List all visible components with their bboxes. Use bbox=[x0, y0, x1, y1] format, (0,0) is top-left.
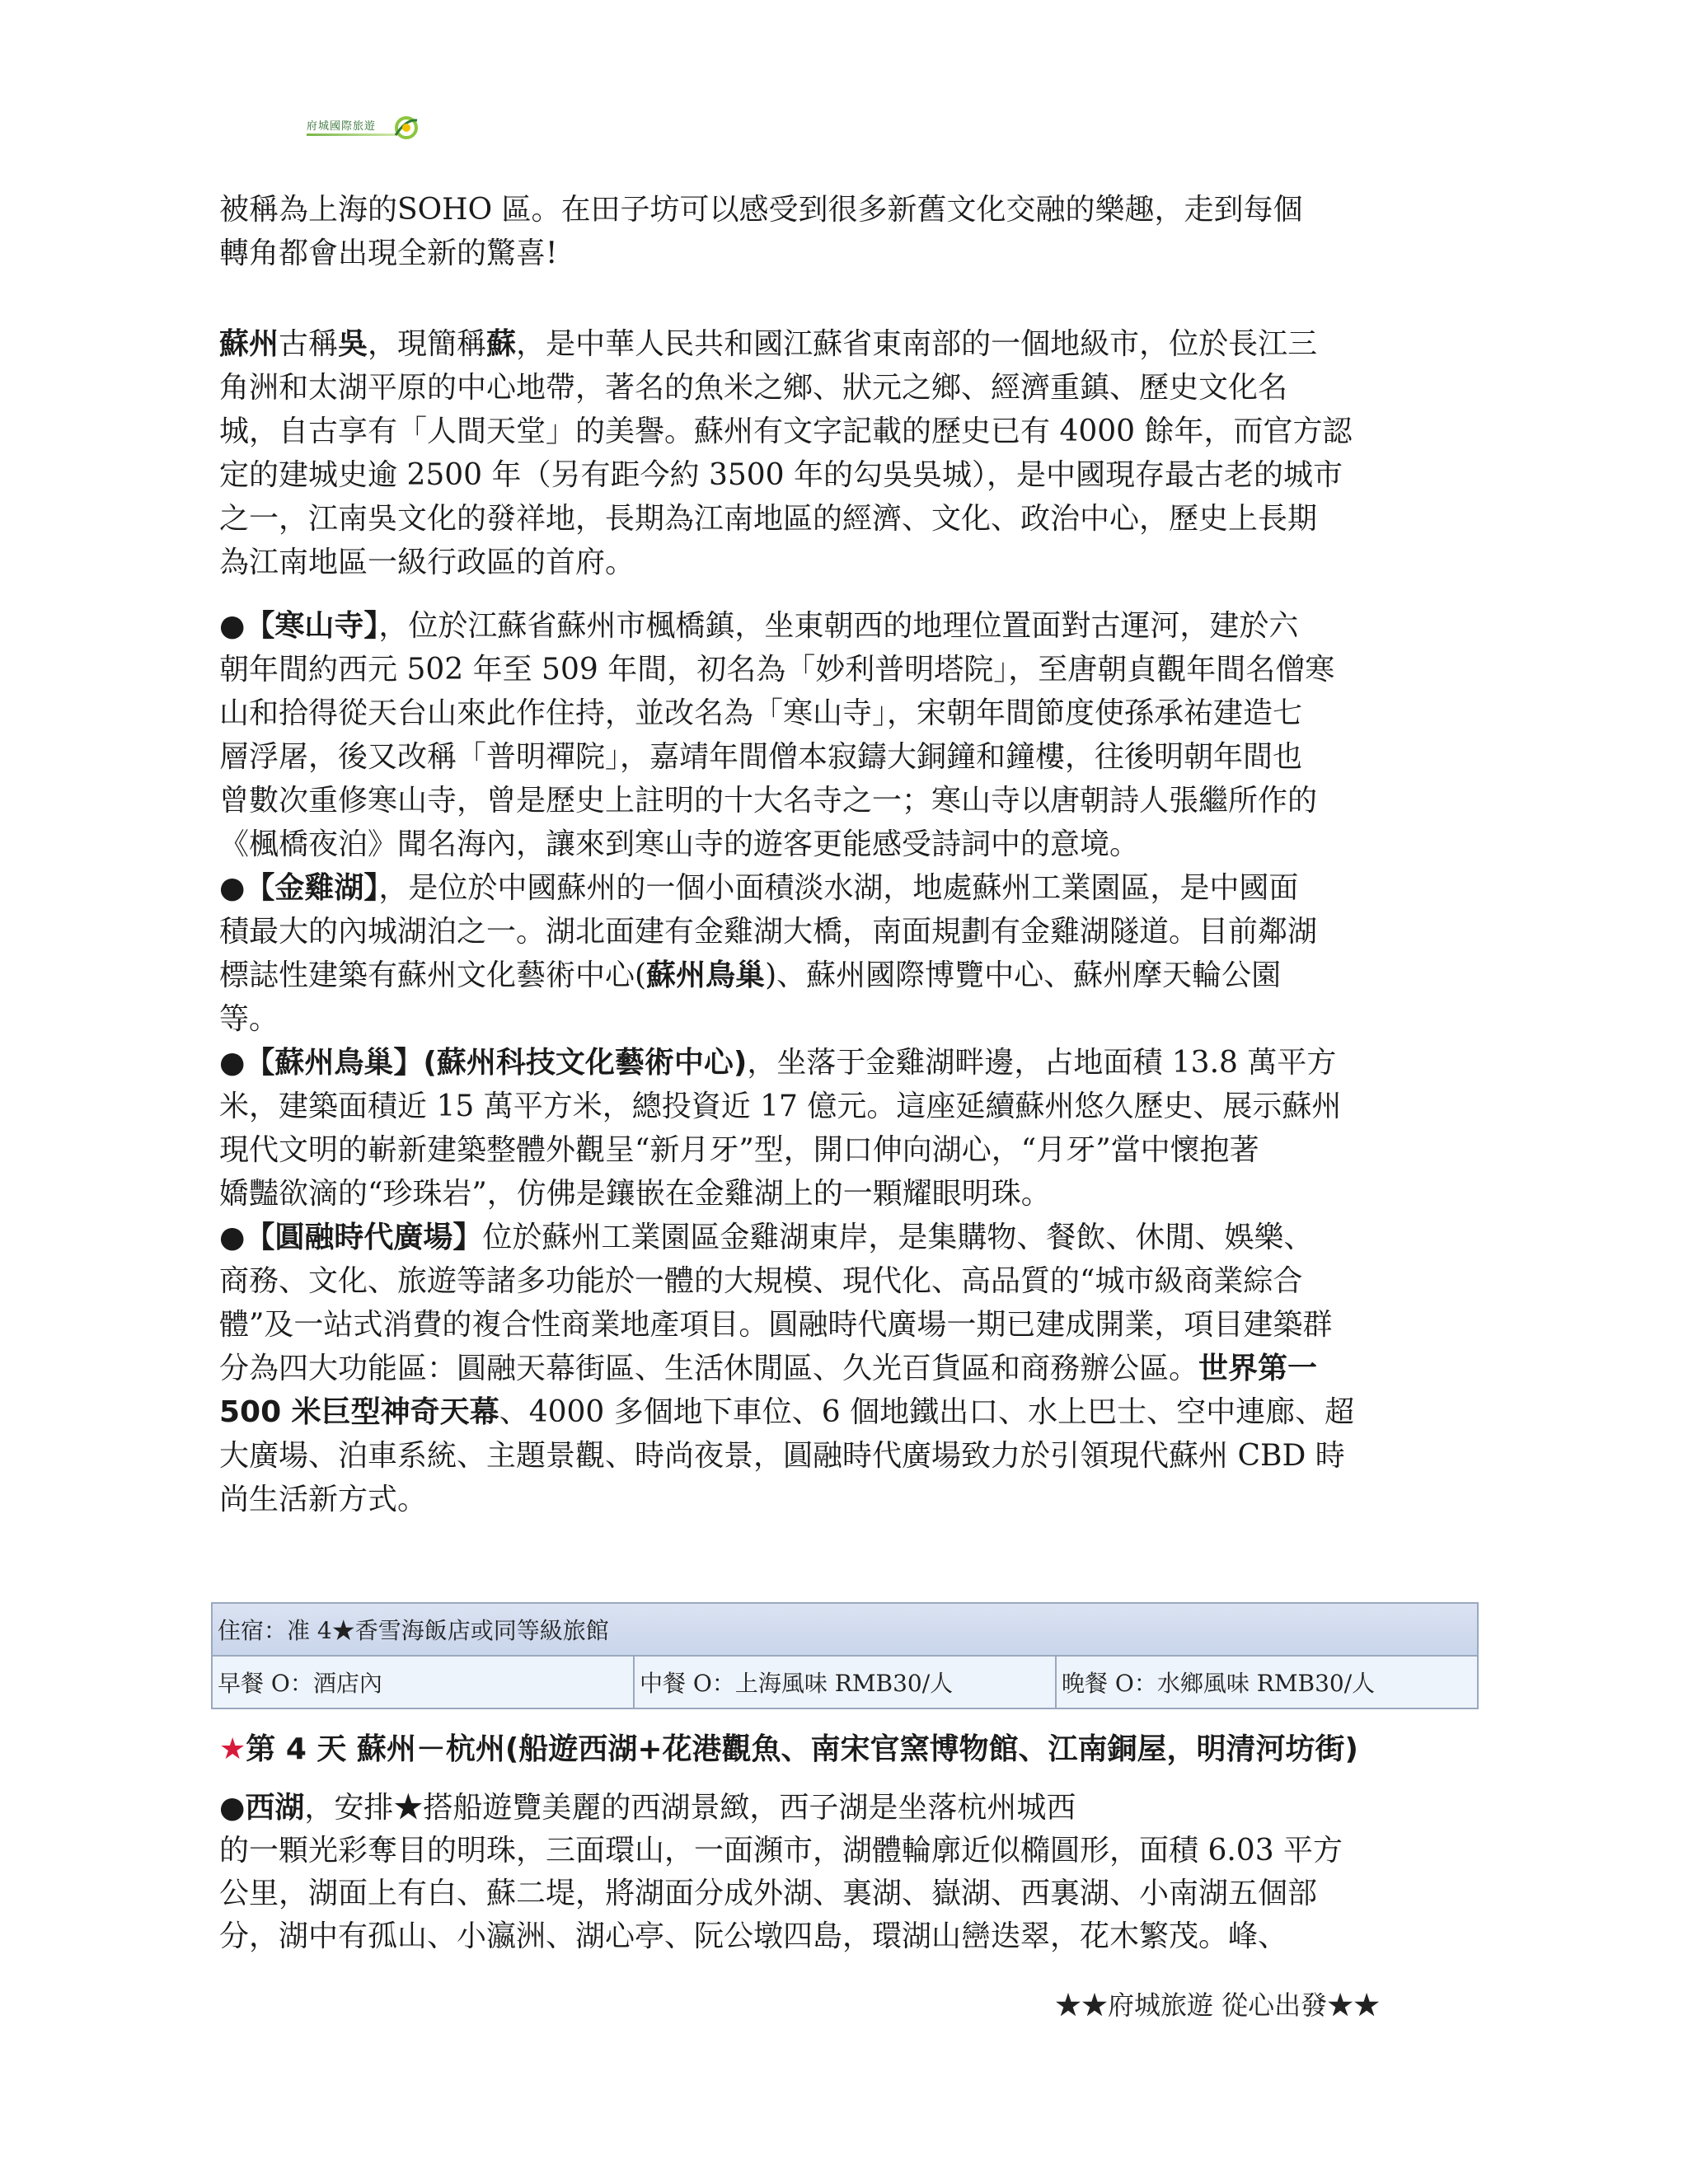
logo-text: 府城國際旅遊 bbox=[307, 120, 377, 133]
niaochao-paragraph: ●【蘇州鳥巢】(蘇州科技文化藝術中心)，坐落于金雞湖畔邊，占地面積 13.8 萬平方 bbox=[219, 1046, 1337, 1080]
jinji-paragraph: ●【金雞湖】，是位於中國蘇州的一個小面積淡水湖，地處蘇州工業園區，是中國面 bbox=[219, 871, 1299, 905]
hanshan-line: 層浮屠，後又改稱「普明禪院」，嘉靖年間僧本寂鑄大銅鐘和鐘樓，往後明朝年間也 bbox=[219, 740, 1303, 774]
lodging-meals-table bbox=[211, 1602, 1479, 1709]
yuanrong-paragraph: ●【圓融時代廣場】位於蘇州工業園區金雞湖東岸，是集購物、餐飲、休閒、娛樂、 bbox=[219, 1221, 1314, 1254]
niaochao-line: 嬌豔欲滴的“珍珠岩”，仿佛是鑲嵌在金雞湖上的一顆耀眼明珠。 bbox=[219, 1177, 1051, 1211]
hanshan-line: 山和拾得從天台山來此作住持，並改名為「寒山寺」，宋朝年間節度使孫承祐建造七 bbox=[219, 696, 1303, 730]
jinji-line: 等。 bbox=[219, 1002, 279, 1036]
lunch-cell: 中餐 O：上海風味 RMB30/人 bbox=[635, 1657, 1057, 1708]
jinji-line: 標誌性建築有蘇州文化藝術中心(蘇州鳥巢)、蘇州國際博覽中心、蘇州摩天輪公園 bbox=[219, 958, 1282, 992]
intro-line: 轉角都會出現全新的驚喜! bbox=[219, 237, 558, 270]
hanshan-title: ●【寒山寺】 bbox=[219, 609, 379, 643]
xihu-line: 公里，湖面上有白、蘇二堤，將湖面分成外湖、裏湖、嶽湖、西裏湖、小南湖五個部 bbox=[219, 1877, 1318, 1910]
day4-heading bbox=[219, 1729, 1489, 1770]
xihu-line: 的一顆光彩奪目的明珠，三面環山，一面瀕市，湖體輪廓近似橢圓形，面積 6.03 平方 bbox=[219, 1834, 1343, 1868]
xihu-line: 分，湖中有孤山、小瀛洲、湖心亭、阮公墩四島，環湖山巒迭翠，花木繁茂。峰、 bbox=[219, 1919, 1288, 1953]
hanshan-line: 曾數次重修寒山寺，曾是歷史上註明的十大名寺之一；寒山寺以唐朝詩人張繼所作的 bbox=[219, 784, 1318, 818]
footer-slogan: ★★府城旅遊 從心出發★★ bbox=[1055, 1990, 1381, 2021]
yuanrong-line: 500 米巨型神奇天幕、4000 多個地下車位、6 個地鐵出口、水上巴士、空中連廊、超 bbox=[219, 1395, 1355, 1429]
hanshan-line: 《楓橋夜泊》聞名海內，讓來到寒山寺的遊客更能感受詩詞中的意境。 bbox=[219, 827, 1140, 861]
yuanrong-line: 尚生活新方式。 bbox=[219, 1483, 428, 1516]
yuanrong-line: 體”及一站式消費的複合性商業地產項目。圓融時代廣場一期已建成開業，項目建築群 bbox=[219, 1308, 1333, 1342]
suzhou-line: 定的建城史逾 2500 年（另有距今約 3500 年的勾吳吳城），是中國現存最古老的城市 bbox=[219, 458, 1343, 492]
hanshan-line: 朝年間約西元 502 年至 509 年間，初名為「妙利普明塔院」，至唐朝貞觀年間名僧寒 bbox=[219, 653, 1335, 687]
breakfast-cell: 早餐 O：酒店內 bbox=[213, 1657, 635, 1708]
suzhou-line: 之一，江南吳文化的發祥地，長期為江南地區的經濟、文化、政治中心，歷史上長期 bbox=[219, 502, 1318, 536]
meals-row bbox=[213, 1657, 1477, 1708]
yuanrong-line: 大廣場、泊車系統、主題景觀、時尚夜景，圓融時代廣場致力於引領現代蘇州 CBD 時 bbox=[219, 1439, 1345, 1473]
lodging-row bbox=[213, 1604, 1477, 1657]
main-content bbox=[219, 188, 1464, 1521]
logo-underline bbox=[307, 134, 396, 136]
xihu-paragraph: ●西湖，安排★搭船遊覽美麗的西湖景緻，西子湖是坐落杭州城西 bbox=[219, 1791, 1076, 1825]
suzhou-line: 為江南地區一級行政區的首府。 bbox=[219, 546, 635, 579]
suzhou-paragraph: 蘇州古稱吳，現簡稱蘇，是中華人民共和國江蘇省東南部的一個地級市，位於長江三 bbox=[219, 327, 1318, 361]
xihu-section bbox=[219, 1787, 1464, 1958]
leaf-swoosh-icon bbox=[392, 114, 420, 142]
lodging-text: 住宿：准 4★香雪海飯店或同等級旅館 bbox=[218, 1617, 609, 1644]
jinji-line: 積最大的內城湖泊之一。湖北面建有金雞湖大橋，南面規劃有金雞湖隧道。目前鄰湖 bbox=[219, 915, 1318, 949]
day4-heading-text: 第 4 天 蘇州－杭州(船遊西湖+花港觀魚、南宋官窯博物館、江南銅屋，明清河坊街) bbox=[246, 1732, 1359, 1766]
dinner-cell: 晚餐 O：水鄉風味 RMB30/人 bbox=[1062, 1670, 1376, 1697]
hanshan-paragraph: ●【寒山寺】，位於江蘇省蘇州市楓橋鎮，坐東朝西的地理位置面對古運河，建於六 bbox=[219, 609, 1299, 643]
niaochao-line: 現代文明的嶄新建築整體外觀呈“新月牙”型，開口伸向湖心，“月牙”當中懷抱著 bbox=[219, 1133, 1259, 1167]
niaochao-title: ●【蘇州鳥巢】(蘇州科技文化藝術中心) bbox=[219, 1046, 748, 1080]
niaochao-line: 米，建築面積近 15 萬平方米，總投資近 17 億元。這座延續蘇州悠久歷史、展示蘇州 bbox=[219, 1090, 1342, 1123]
suzhou-line: 城，自古享有「人間天堂」的美譽。蘇州有文字記載的歷史已有 4000 餘年，而官方認 bbox=[219, 415, 1353, 448]
intro-line: 被稱為上海的SOHO 區。在田子坊可以感受到很多新舊文化交融的樂趣，走到每個 bbox=[219, 193, 1303, 227]
red-star-icon: ★ bbox=[219, 1732, 246, 1766]
suzhou-bold: 蘇州 bbox=[219, 327, 279, 361]
company-logo bbox=[307, 110, 422, 148]
yuanrong-line: 商務、文化、旅遊等諸多功能於一體的大規模、現代化、高品質的“城市級商業綜合 bbox=[219, 1264, 1303, 1298]
xihu-title: ●西湖 bbox=[219, 1791, 305, 1825]
yuanrong-line: 分為四大功能區：圓融天幕街區、生活休閒區、久光百貨區和商務辦公區。世界第一 bbox=[219, 1352, 1318, 1385]
jinji-title: ●【金雞湖】 bbox=[219, 871, 379, 905]
suzhou-line: 角洲和太湖平原的中心地帶，著名的魚米之鄉、狀元之鄉、經濟重鎮、歷史文化名 bbox=[219, 371, 1288, 405]
yuanrong-title: ●【圓融時代廣場】 bbox=[219, 1221, 483, 1254]
